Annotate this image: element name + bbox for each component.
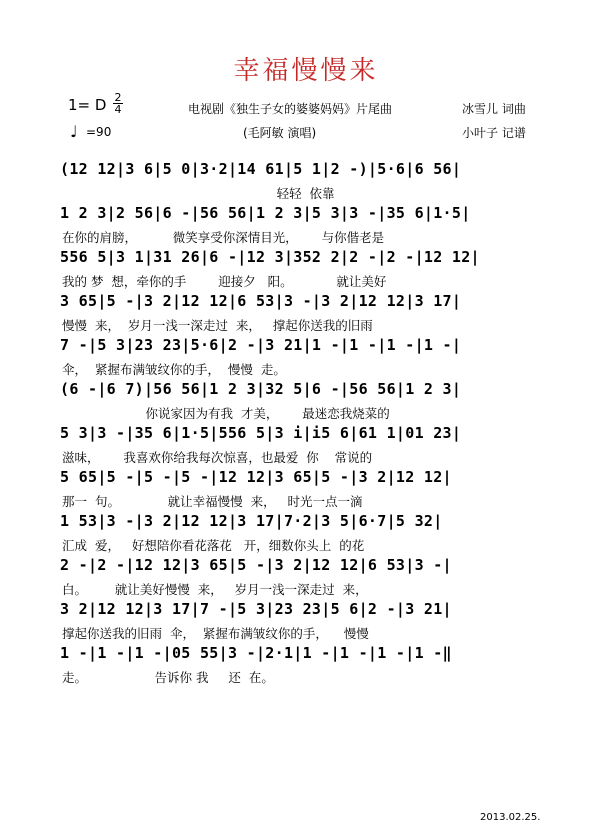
notation-row: 3 2|12 12|3 17|7 -|5 3|23 23|5 6|2 -|3 21| bbox=[60, 600, 452, 618]
score-line-9 bbox=[60, 512, 550, 556]
lyric-row: 慢慢 来， 岁月一浅一深走过 来， 撑起你送我的旧雨 bbox=[62, 318, 373, 333]
notation-row: 5 65|5 -|5 -|5 -|12 12|3 65|5 -|3 2|12 12| bbox=[60, 468, 452, 486]
notation-row: 5 3|3 -|35 6|1·5|556 5|3 i|i5 6|61 1|01 23| bbox=[60, 424, 462, 442]
score-line-11 bbox=[60, 600, 550, 644]
score-line-1 bbox=[60, 160, 550, 204]
notation-row: (12 12|3 6|5 0|3·2|14 61|5 1|2 -)|5·6|6 56| bbox=[60, 160, 462, 178]
quarter-note-icon: ♩ bbox=[70, 122, 78, 141]
notation-row: 3 65|5 -|3 2|12 12|6 53|3 -|3 2|12 12|3 17| bbox=[60, 292, 462, 310]
notation-row: (6 -|6 7)|56 56|1 2 3|32 5|6 -|56 56|1 2 3| bbox=[60, 380, 462, 398]
song-title: 幸福慢慢来 bbox=[233, 56, 379, 86]
notation-row: 556 5|3 1|31 26|6 -|12 3|352 2|2 -|2 -|12 12| bbox=[60, 248, 480, 266]
lyric-row: 滋味， 我喜欢你给我每次惊喜，也最爱 你 常说的 bbox=[62, 450, 373, 465]
score-line-7 bbox=[60, 424, 550, 468]
transcription-date: 2013.02.25. bbox=[480, 812, 541, 823]
score-line-10 bbox=[60, 556, 550, 600]
score-line-2 bbox=[60, 204, 550, 248]
notation-row: 1 -|1 -|1 -|05 55|3 -|2·1|1 -|1 -|1 -|1 -‖ bbox=[60, 644, 452, 662]
score-line-5 bbox=[60, 336, 550, 380]
lyricist-credit: 冰雪儿 词曲 bbox=[462, 102, 526, 116]
notation-row: 1 2 3|2 56|6 -|56 56|1 2 3|5 3|3 -|35 6|1·5| bbox=[60, 204, 471, 222]
notation-row: 1 53|3 -|3 2|12 12|3 17|7·2|3 5|6·7|5 32| bbox=[60, 512, 443, 530]
score-body bbox=[60, 160, 550, 688]
score-line-8 bbox=[60, 468, 550, 512]
notation-row: 2 -|2 -|12 12|3 65|5 -|3 2|12 12|6 53|3 -| bbox=[60, 556, 452, 574]
notation-row: 7 -|5 3|23 23|5·6|2 -|3 21|1 -|1 -|1 -|1 -| bbox=[60, 336, 462, 354]
lyric-row: 我的 梦 想，牵你的手 迎接夕 阳。 就让美好 bbox=[62, 274, 387, 289]
score-line-12 bbox=[60, 644, 550, 688]
lyric-row: 那一 句。 就让幸福慢慢 来， 时光一点一滴 bbox=[62, 494, 363, 509]
subtitle: 电视剧《独生子女的婆婆妈妈》片尾曲 bbox=[188, 102, 393, 116]
lyric-row: 你说家因为有我 才美， 最迷恋我烧菜的 bbox=[62, 406, 390, 421]
lyric-row: 走。 告诉你 我 还 在。 bbox=[62, 670, 274, 685]
transcriber-credit: 小叶子 记谱 bbox=[462, 126, 526, 140]
time-signature-bottom: 4 bbox=[114, 103, 122, 116]
time-signature bbox=[113, 92, 123, 115]
lyric-row: 白。 就让美好慢慢 来， 岁月一浅一深走过 来， bbox=[62, 582, 368, 597]
key-signature: 1= D bbox=[68, 96, 107, 114]
score-line-4 bbox=[60, 292, 550, 336]
tempo-marking: =90 bbox=[86, 125, 112, 139]
score-line-3 bbox=[60, 248, 550, 292]
score-line-6 bbox=[60, 380, 550, 424]
lyric-row: 伞， 紧握布满皱纹你的手， 慢慢 走。 bbox=[62, 362, 286, 377]
time-signature-top: 2 bbox=[114, 91, 122, 104]
singer-credit: (毛阿敏 演唱) bbox=[243, 126, 317, 140]
lyric-row: 汇成 爱， 好想陪你看花落花 开，细数你头上 的花 bbox=[62, 538, 365, 553]
lyric-row: 撑起你送我的旧雨 伞， 紧握布满皱纹你的手， 慢慢 bbox=[62, 626, 369, 641]
lyric-row: 轻轻 依靠 bbox=[62, 186, 335, 201]
lyric-row: 在你的肩膀， 微笑享受你深情目光， 与你偕老是 bbox=[62, 230, 385, 245]
